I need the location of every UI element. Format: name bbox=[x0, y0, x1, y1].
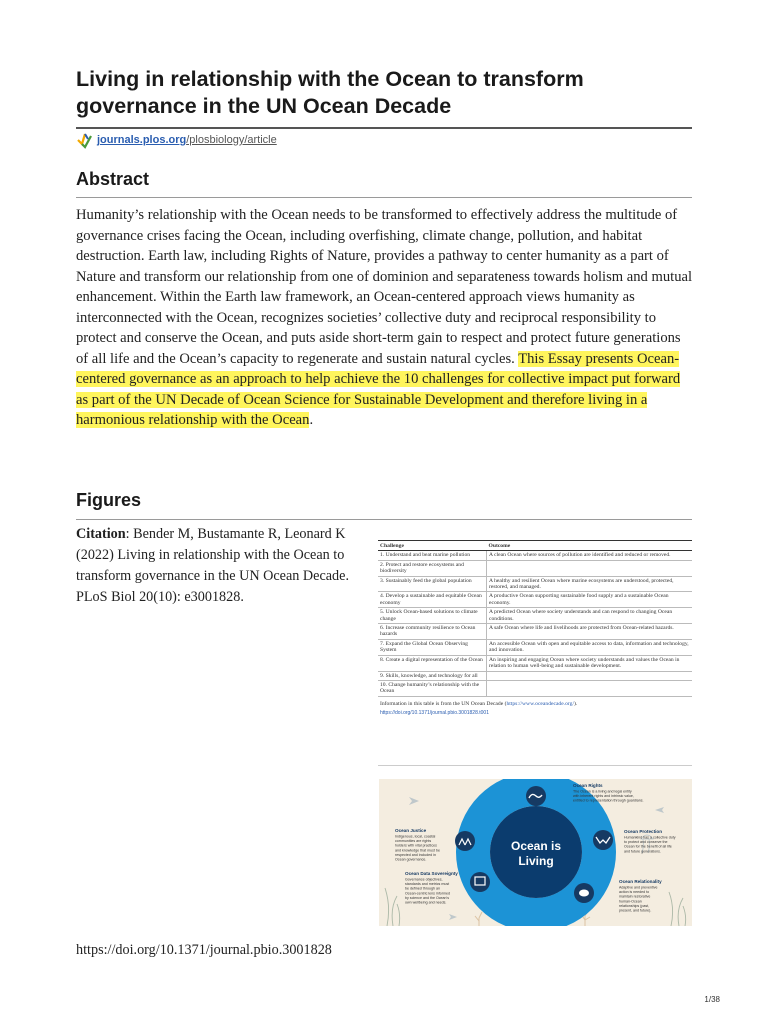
turtle-icon bbox=[574, 883, 594, 903]
table-cell-challenge: 1. Understand and beat marine pollution bbox=[378, 551, 487, 560]
table-cell-challenge: 8. Create a digital representation of the Ocean bbox=[378, 655, 487, 671]
favicon-icon bbox=[76, 131, 94, 149]
segment-text-line: maintain restorative bbox=[619, 894, 651, 899]
source-line bbox=[76, 131, 277, 149]
table-row bbox=[378, 655, 692, 671]
table-cell-challenge: 7. Expand the Global Ocean Observing System bbox=[378, 639, 487, 655]
abstract-heading: Abstract bbox=[76, 169, 150, 189]
segment-text-line: and future generations. bbox=[624, 849, 661, 854]
source-path-link[interactable]: /plosbiology/article bbox=[186, 134, 277, 146]
segment-text-line: entitled to representation through guardians. bbox=[573, 798, 644, 803]
table-row bbox=[378, 551, 692, 560]
table-cell-outcome bbox=[487, 680, 693, 696]
wave-icon bbox=[526, 786, 546, 806]
table-cell-outcome: A clean Ocean where sources of pollution are identified and reduced or removed. bbox=[487, 551, 693, 560]
table-cell-outcome: A productive Ocean supporting sustainable food supply and a sustainable Ocean economy. bbox=[487, 592, 693, 608]
segment-text-line: Ocean-centric lens informed bbox=[405, 891, 450, 896]
abstract-end: . bbox=[309, 412, 314, 428]
citation-label: Citation bbox=[76, 526, 126, 542]
table-cell-challenge: 5. Unlock Ocean-based solutions to climate change bbox=[378, 608, 487, 624]
article-doi-link[interactable]: https://doi.org/10.1371/journal.pbio.3001828 bbox=[76, 942, 332, 958]
page-number: 1/38 bbox=[704, 995, 720, 1004]
table-row bbox=[378, 576, 692, 592]
segment-text-line: action is needed to bbox=[619, 890, 650, 895]
segment-text-line: Ocean governance. bbox=[395, 857, 427, 862]
segment-text-line: The Ocean is a living and legal entity bbox=[573, 789, 632, 794]
table-row bbox=[378, 680, 692, 696]
segment-title: Ocean Protection bbox=[624, 829, 663, 834]
abstract-highlighted-text: This Essay presents Ocean-centered governance as an approach to help achieve the 10 challenges for collective impact put forward as part of the UN Decade of Ocean Science for Sustainable Development and therefore living in a harmonious relationship with the Ocean bbox=[76, 350, 681, 428]
abstract-body: Humanity’s relationship with the Ocean needs to be transformed to effectively address the multitude of governance crises facing the Ocean, including overfishing, climate change, pollution, and habitat destruction. Earth law, including Rights of Nature, provides a pathway to center humanity as a part of Nature and transform our relationship from one of dominion and separateness towards holism and mutual enhancement. Within the Earth law framework, an Ocean-centered approach views humanity as interconnected with the Ocean, recognizes societies’ collective duty and reciprocal responsibility to protect and conserve the Ocean, and puts aside short-term gain to respect and protect future generations of all life and the Ocean’s capacity to regenerate and sustain natural cycles. bbox=[76, 207, 693, 367]
segment-text-line: Ocean for the benefit of all life bbox=[624, 844, 672, 849]
citation bbox=[76, 524, 366, 608]
segment-text-line: with inherent rights and intrinsic value, bbox=[573, 794, 634, 799]
table-row bbox=[378, 671, 692, 680]
segment-text-line: Governance objectives, bbox=[405, 877, 443, 882]
segment-text-line: be defined through an bbox=[405, 886, 440, 891]
table-cell-challenge: 4. Develop a sustainable and equitable Ocean economy bbox=[378, 592, 487, 608]
hands-icon bbox=[593, 830, 613, 850]
table-cell-challenge: 2. Protect and restore ecosystems and biodiversity bbox=[378, 560, 487, 576]
table-cell-outcome: A safe Ocean where life and livelihoods are protected from Ocean-related hazards. bbox=[487, 624, 693, 640]
table-cell-outcome: A healthy and resilient Ocean where marine ecosystems are understood, protected, restored, and managed. bbox=[487, 576, 693, 592]
challenge-table bbox=[378, 540, 692, 697]
table-doi-link[interactable]: https://doi.org/10.1371/journal.pbio.3001828.t001 bbox=[380, 709, 489, 716]
table-cell-challenge: 6. Increase community resilience to Ocean hazards bbox=[378, 624, 487, 640]
figure-separator bbox=[378, 765, 692, 766]
table-header-challenge: Challenge bbox=[378, 541, 487, 551]
segment-text-line: Humankind has a collective duty bbox=[624, 835, 676, 840]
segment-text-line: Indigenous, local, coastal bbox=[395, 834, 436, 839]
segment-title: Ocean Relationality bbox=[619, 879, 662, 884]
article-title: Living in relationship with the Ocean to transform governance in the UN Ocean Decade bbox=[76, 67, 584, 118]
segment-text-line: communities are rights bbox=[395, 839, 432, 844]
data-screen-icon bbox=[470, 872, 490, 892]
segment-text-line: to protect and conserve the bbox=[624, 840, 668, 845]
table-cell-challenge: 3. Sustainably feed the global population bbox=[378, 576, 487, 592]
segment-title: Ocean Justice bbox=[395, 828, 427, 833]
infographic-center-line1: Ocean is bbox=[510, 839, 562, 853]
table-cell-challenge: 10. Change humanity’s relationship with the Ocean bbox=[378, 680, 487, 696]
segment-text-line: respected and included in bbox=[395, 852, 436, 857]
table-header-outcome: Outcome bbox=[487, 541, 693, 551]
table-note bbox=[378, 701, 692, 707]
segment-title: Ocean Data Sovereignty bbox=[405, 871, 458, 876]
challenge-table-figure[interactable] bbox=[378, 540, 692, 716]
table-cell-outcome: An inspiring and engaging Ocean where society understands and values the Ocean in relation to human well-being and sustainable development. bbox=[487, 655, 693, 671]
ocean-is-living-infographic[interactable] bbox=[379, 779, 692, 926]
table-row bbox=[378, 608, 692, 624]
source-site-link[interactable]: journals.plos.org bbox=[97, 134, 187, 146]
table-note-prefix: Information in this table is from the UN Ocean Decade ( bbox=[380, 700, 507, 707]
segment-text-line: Adaptive and preventive bbox=[619, 885, 658, 890]
infographic-center-line2: Living bbox=[518, 854, 554, 868]
table-cell-outcome: A predicted Ocean where society understands and can respond to changing Ocean conditions. bbox=[487, 608, 693, 624]
table-row bbox=[378, 624, 692, 640]
table-row bbox=[378, 560, 692, 576]
segment-text-line: and knowledge that must be bbox=[395, 848, 440, 853]
segment-text-line: by science and the Ocean's bbox=[405, 895, 450, 900]
table-note-link[interactable]: https://www.oceandecade.org/ bbox=[506, 700, 575, 707]
table-cell-outcome bbox=[487, 671, 693, 680]
figures-divider bbox=[76, 519, 692, 520]
abstract-text bbox=[76, 205, 694, 431]
table-note-suffix: ). bbox=[574, 700, 578, 707]
table-row bbox=[378, 639, 692, 655]
figures-heading: Figures bbox=[76, 490, 142, 510]
title-divider bbox=[76, 127, 692, 129]
segment-text-line: human-Ocean bbox=[619, 899, 642, 904]
table-cell-challenge: 9. Skills, knowledge, and technology for all bbox=[378, 671, 487, 680]
segment-text-line: own wellbeing and needs. bbox=[405, 900, 447, 905]
community-icon bbox=[455, 831, 475, 851]
segment-title: Ocean Rights bbox=[573, 783, 603, 788]
segment-text-line: standards and metrics must bbox=[405, 882, 450, 887]
abstract-divider bbox=[76, 197, 692, 198]
segment-text-line: holders with vital practices bbox=[395, 843, 437, 848]
table-cell-outcome bbox=[487, 560, 693, 576]
segment-text-line: present, and future). bbox=[619, 908, 652, 913]
citation-text: : Bender M, Bustamante R, Leonard K (2022) Living in relationship with the Ocean to transform governance in the UN Ocean Decade. PLoS Biol 20(10): e3001828. bbox=[76, 526, 349, 605]
table-row bbox=[378, 592, 692, 608]
segment-text-line: relationships (past, bbox=[619, 903, 650, 908]
table-cell-outcome: An accessible Ocean with open and equitable access to data, information and technology, and innovation. bbox=[487, 639, 693, 655]
